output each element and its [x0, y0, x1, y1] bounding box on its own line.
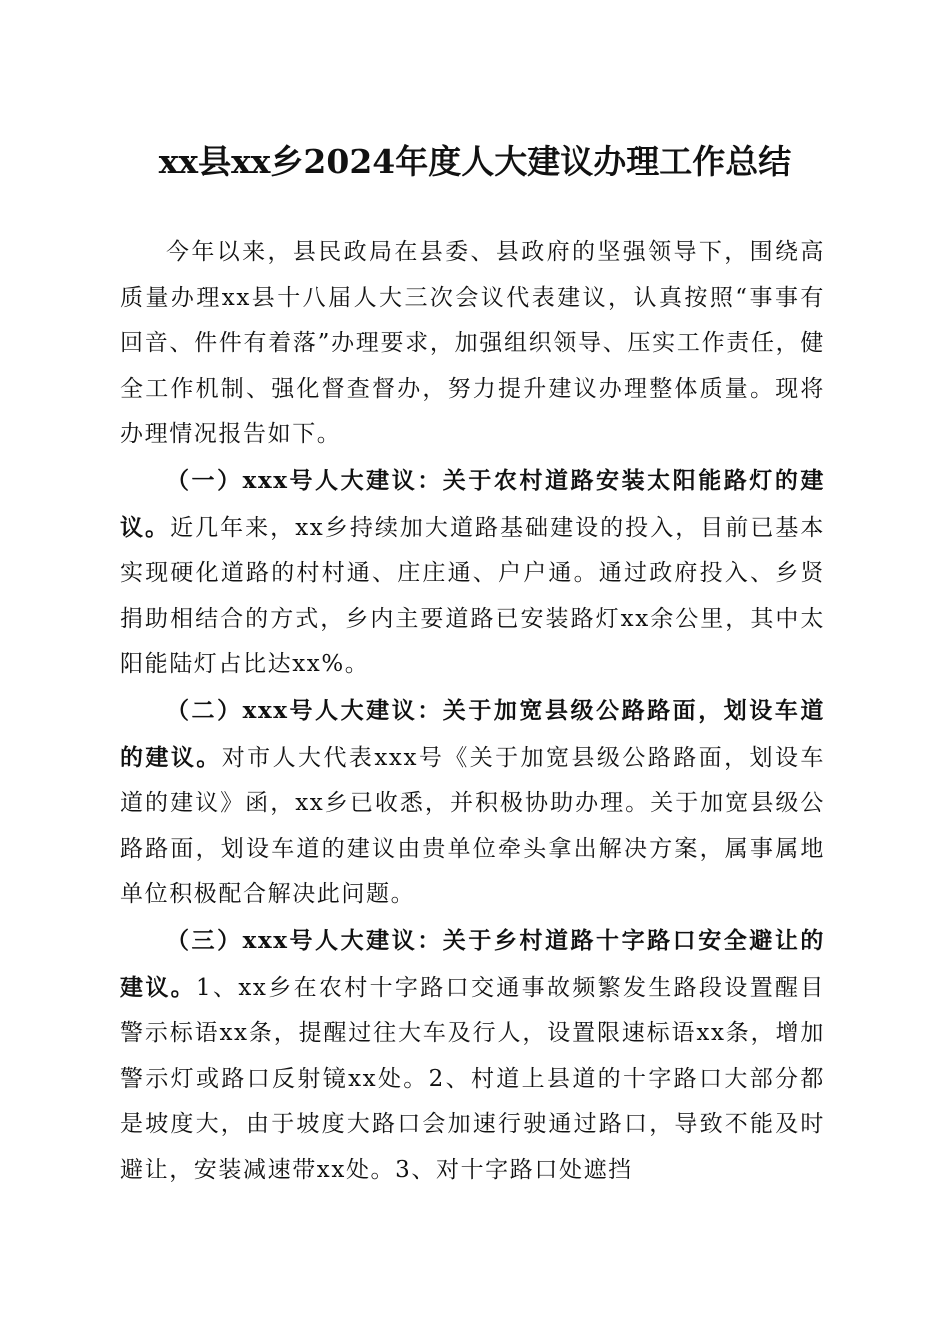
- section-3-paragraph: [120, 918, 825, 1194]
- section-2-heading: （二）xxx号人大建议：关于加宽县级公路路面，划设车道的建议。: [120, 696, 825, 771]
- section-3-heading: （三）xxx号人大建议：关于乡村道路十字路口安全避让的建议。: [120, 926, 825, 1001]
- intro-paragraph: 今年以来，县民政局在县委、县政府的坚强领导下，围绕高质量办理xx县十八届人大三次会议代表建议，认真按照“事事有回音、件件有着落”办理要求，加强组织领导、压实工作责任，健全工作机制、强化督查督办，努力提升建议办理整体质量。现将办理情况报告如下。: [120, 239, 825, 448]
- document-body: [120, 230, 825, 1193]
- section-1-text: 近几年来，xx乡持续加大道路基础建设的投入，目前已基本实现硬化道路的村村通、庄庄通、户户通。通过政府投入、乡贤捐助相结合的方式，乡内主要道路已安装路灯xx余公里，其中太阳能陆灯占比达xx%。: [120, 514, 825, 678]
- section-2-paragraph: [120, 688, 825, 918]
- section-1-paragraph: [120, 458, 825, 688]
- section-2-text: 对市人大代表xxx号《关于加宽县级公路路面，划设车道的建议》函，xx乡已收悉，并积极协助办理。关于加宽县级公路路面，划设车道的建议由贵单位牵头拿出解决方案，属事属地单位积极配合解决此问题。: [120, 744, 825, 908]
- section-1-heading: （一）xxx号人大建议：关于农村道路安装太阳能路灯的建议。: [120, 466, 825, 541]
- document-title: xx县xx乡2024年度人大建议办理工作总结: [158, 142, 792, 181]
- section-3-text: 1、xx乡在农村十字路口交通事故频繁发生路段设置醒目警示标语xx条，提醒过往大车及行人，设置限速标语xx条，增加警示灯或路口反射镜xx处。2、村道上县道的十字路口大部分都是坡度大，由于坡度大路口会加速行驶通过路口，导致不能及时避让，安装减速带xx处。3、对十字路口处遮挡: [120, 974, 825, 1183]
